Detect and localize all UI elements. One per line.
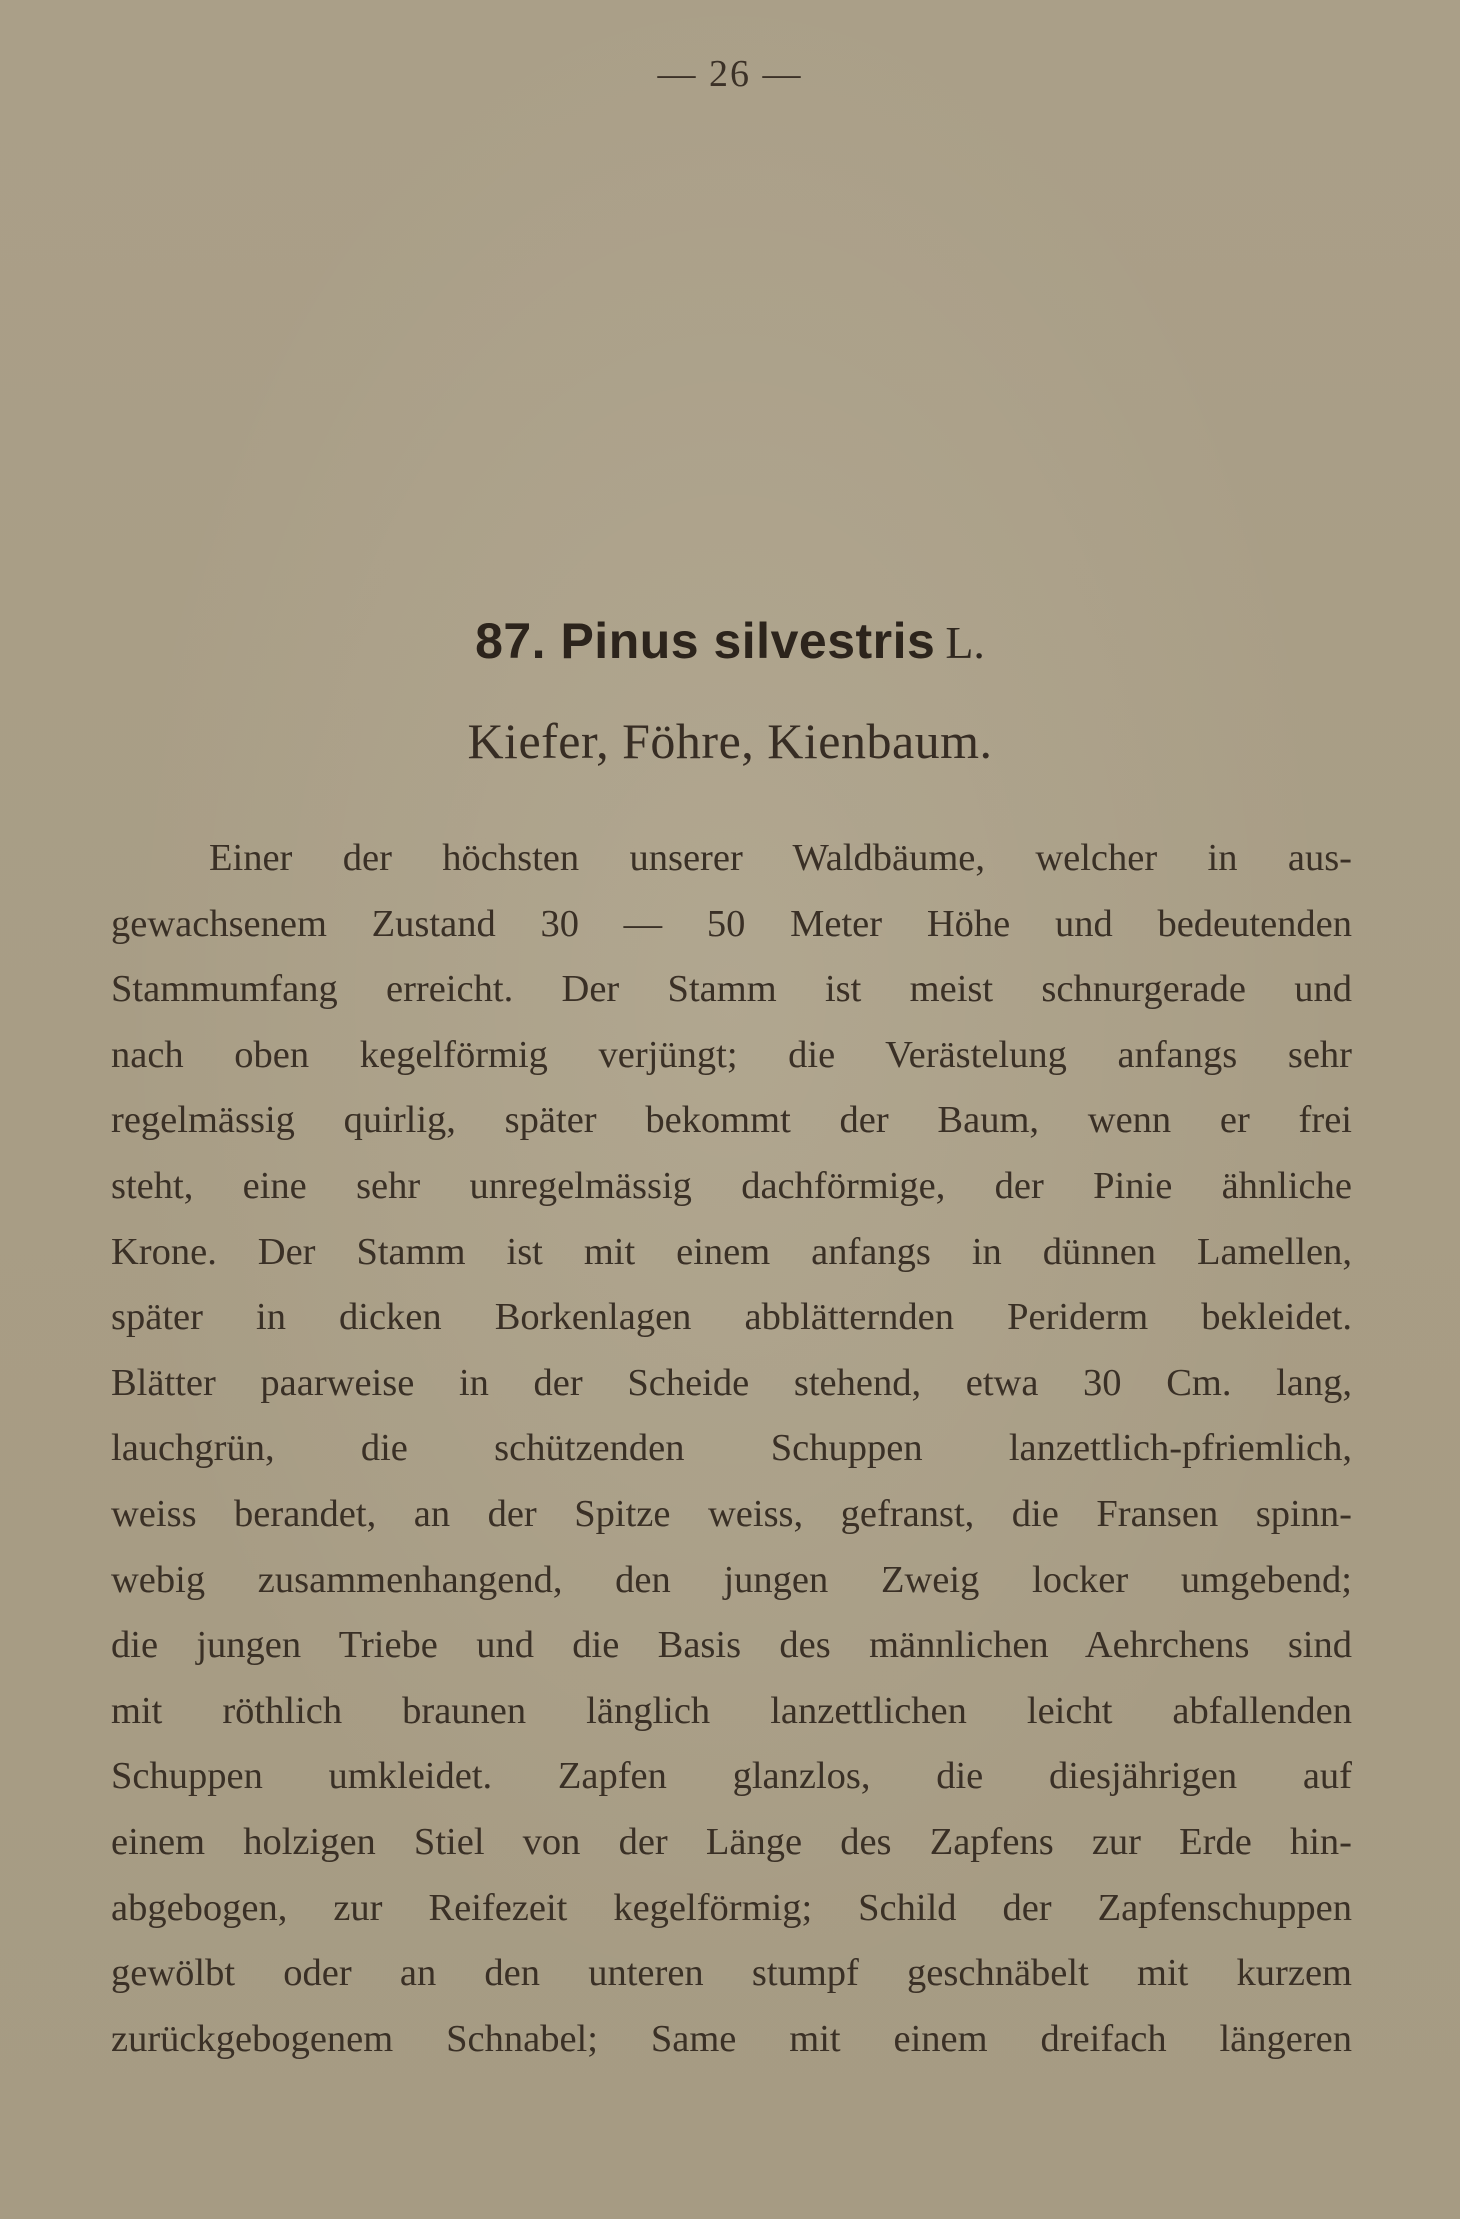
text-line: später in dicken Borkenlagen abblätternden Periderm bekleidet. bbox=[111, 1296, 1352, 1339]
text-line: Stammumfang erreicht. Der Stamm ist meist schnurgerade und bbox=[111, 968, 1352, 1011]
text-line: abgebogen, zur Reifezeit kegelförmig; Schild der Zapfenschuppen bbox=[111, 1886, 1352, 1929]
text-line: steht, eine sehr unregelmässig dachförmige, der Pinie ähnliche bbox=[111, 1164, 1352, 1207]
text-line: die jungen Triebe und die Basis des männlichen Aehrchens sind bbox=[111, 1624, 1352, 1667]
text-line: regelmässig quirlig, später bekommt der Baum, wenn er frei bbox=[111, 1099, 1352, 1142]
species-number-and-name: 87. Pinus silvestris bbox=[475, 613, 936, 669]
common-names: Kiefer, Föhre, Kienbaum. bbox=[467, 713, 993, 769]
text-line: nach oben kegelförmig verjüngt; die Verästelung anfangs sehr bbox=[111, 1033, 1352, 1076]
text-line: webig zusammenhangend, den jungen Zweig locker umgebend; bbox=[111, 1558, 1352, 1601]
text-line: weiss berandet, an der Spitze weiss, gefranst, die Fransen spinn- bbox=[111, 1492, 1352, 1535]
text-line: mit röthlich braunen länglich lanzettlichen leicht abfallenden bbox=[111, 1689, 1352, 1732]
text-line: Blätter paarweise in der Scheide stehend, etwa 30 Cm. lang, bbox=[111, 1361, 1352, 1404]
text-line: einem holzigen Stiel von der Länge des Zapfens zur Erde hin- bbox=[111, 1820, 1352, 1863]
text-line: Krone. Der Stamm ist mit einem anfangs in dünnen Lamellen, bbox=[111, 1230, 1352, 1273]
text-line: gewachsenem Zustand 30 — 50 Meter Höhe und bedeutenden bbox=[111, 902, 1352, 945]
text-line: Schuppen umkleidet. Zapfen glanzlos, die diesjährigen auf bbox=[111, 1755, 1352, 1798]
species-author: L. bbox=[945, 617, 985, 668]
text-line: zurückgebogenem Schnabel; Same mit einem dreifach längeren bbox=[111, 2017, 1352, 2060]
page-number: — 26 — bbox=[657, 53, 803, 95]
species-heading bbox=[0, 612, 1460, 670]
text-line: Einer der höchsten unserer Waldbäume, welcher in aus- bbox=[209, 837, 1352, 879]
text-line: lauchgrün, die schützenden Schuppen lanzettlich-pfriemlich, bbox=[111, 1427, 1352, 1470]
text-line: gewölbt oder an den unteren stumpf geschnäbelt mit kurzem bbox=[111, 1952, 1352, 1995]
description-paragraph bbox=[111, 826, 1352, 2072]
